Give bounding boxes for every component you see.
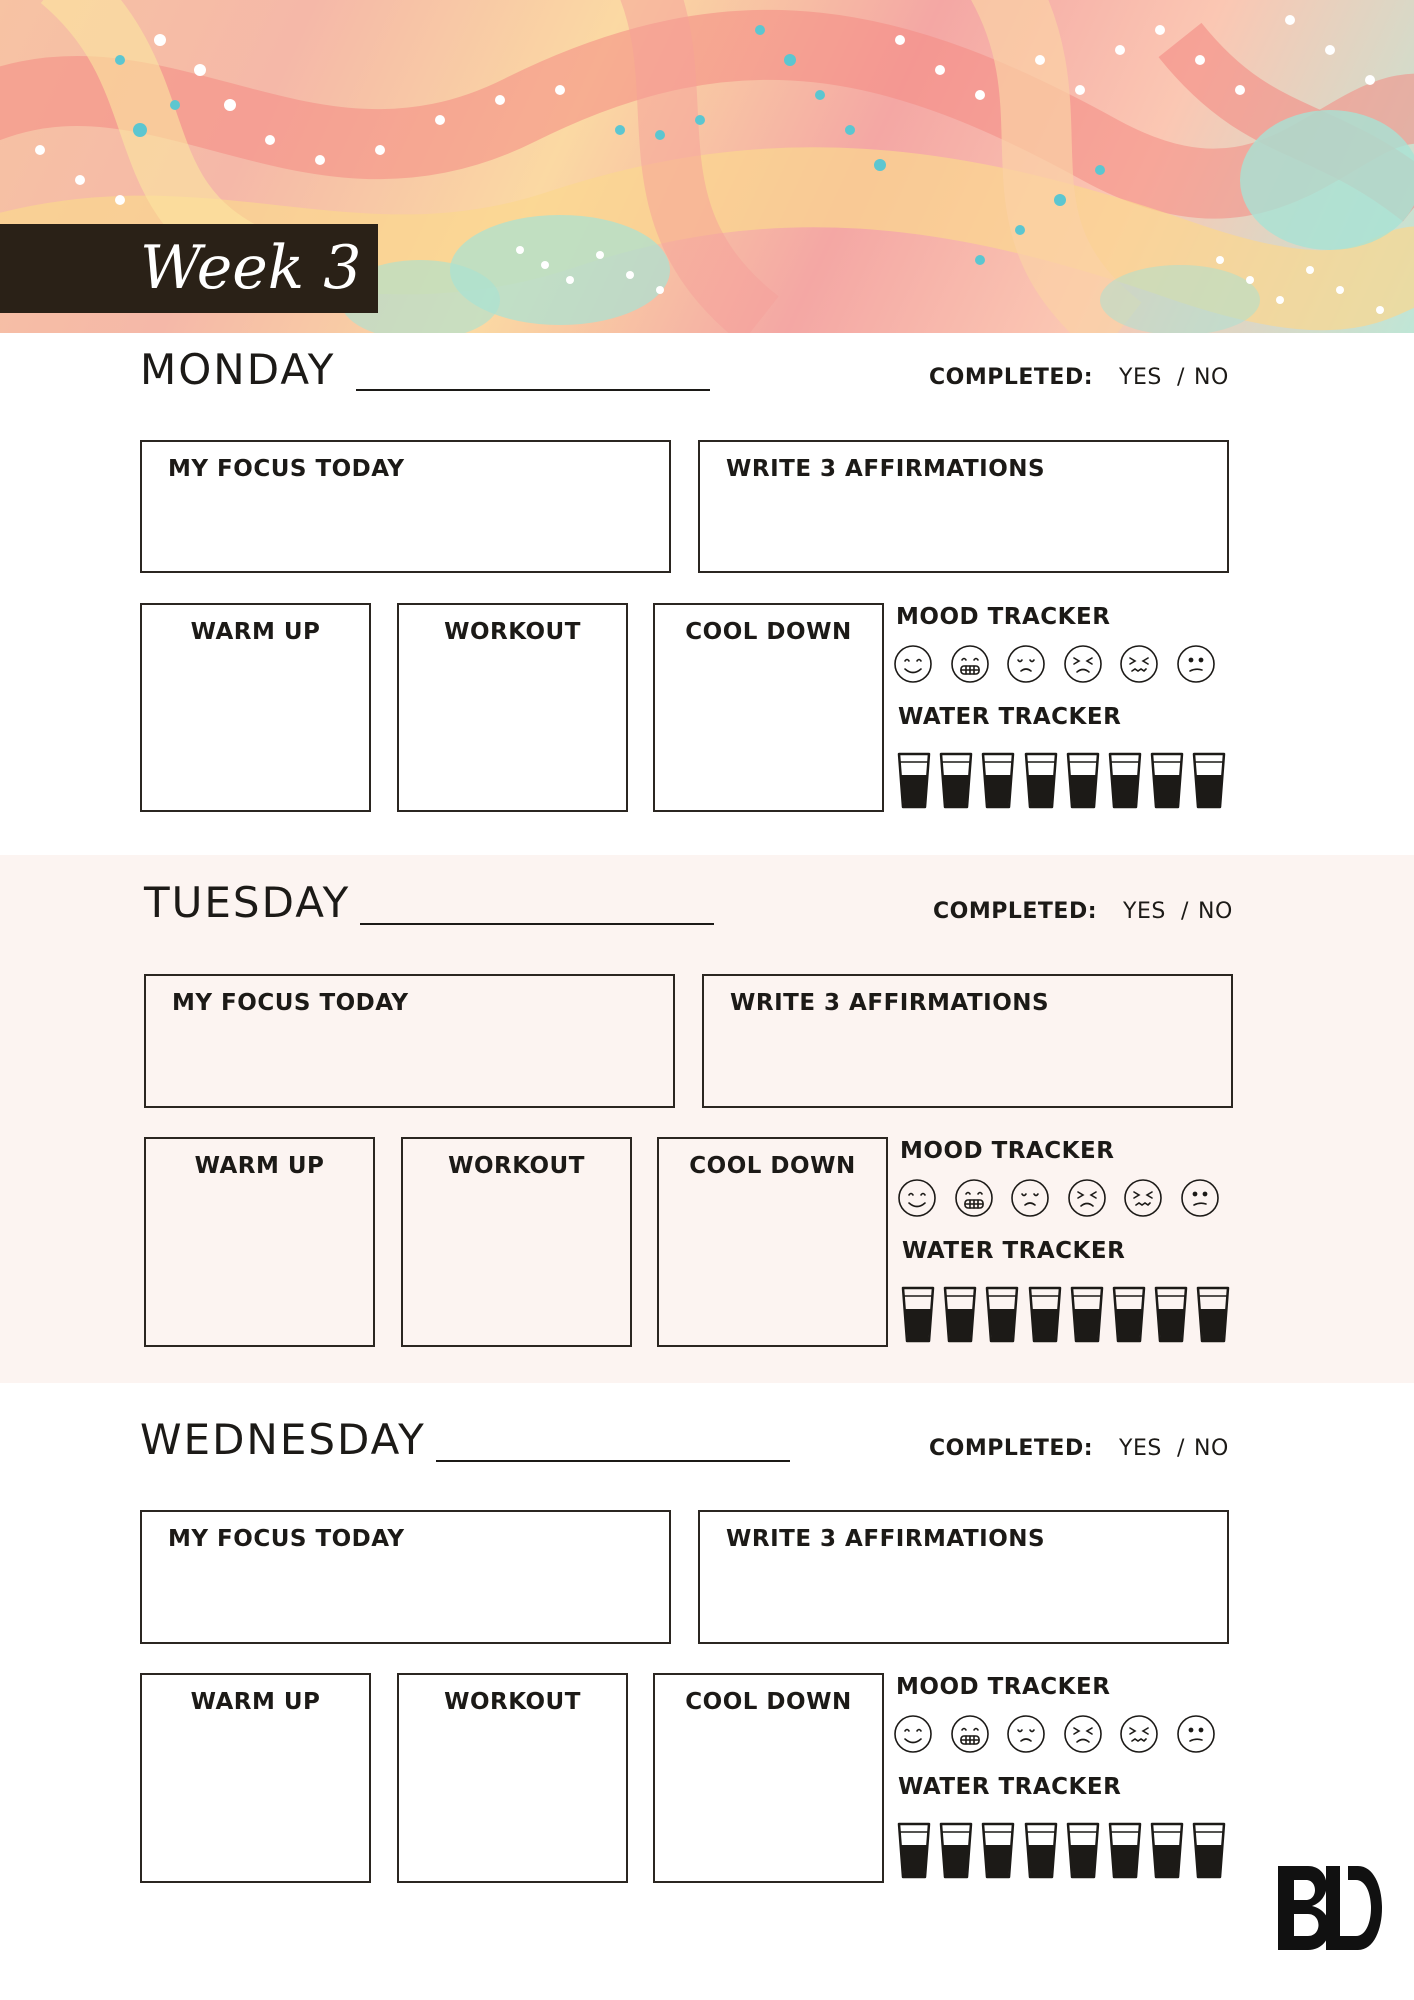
workout-box[interactable] <box>397 1673 628 1883</box>
cool-down-box[interactable] <box>653 603 884 812</box>
water-glass-icon[interactable] <box>943 1285 977 1343</box>
week-title: Week 3 <box>140 233 362 303</box>
water-glass-icon[interactable] <box>1070 1285 1104 1343</box>
frustrated-face-icon[interactable] <box>1063 644 1103 684</box>
water-glass-icon[interactable] <box>1066 751 1100 809</box>
grinning-face-icon[interactable] <box>950 1714 990 1754</box>
mood-tracker-label: MOOD TRACKER <box>900 1138 1115 1164</box>
water-glass-icon[interactable] <box>981 1821 1015 1879</box>
water-glass-icon[interactable] <box>1066 1821 1100 1879</box>
completed-label: COMPLETED: <box>929 1436 1094 1461</box>
frustrated-face-icon[interactable] <box>1067 1178 1107 1218</box>
warm-up-box[interactable] <box>144 1137 375 1347</box>
water-glass-icon[interactable] <box>1192 1821 1226 1879</box>
workout-label: WORKOUT <box>444 619 581 645</box>
cool-down-label: COOL DOWN <box>689 1153 856 1179</box>
smiling-face-icon[interactable] <box>893 644 933 684</box>
worried-face-icon[interactable] <box>1119 1714 1159 1754</box>
smiling-face-icon[interactable] <box>893 1714 933 1754</box>
neutral-face-icon[interactable] <box>1176 644 1216 684</box>
completed-separator: / <box>1181 899 1189 924</box>
cool-down-label: COOL DOWN <box>685 619 852 645</box>
worried-face-icon[interactable] <box>1119 644 1159 684</box>
water-glass-icon[interactable] <box>1150 751 1184 809</box>
focus-today-box[interactable] <box>144 974 675 1108</box>
water-tracker-label: WATER TRACKER <box>898 1774 1122 1800</box>
frustrated-face-icon[interactable] <box>1063 1714 1103 1754</box>
workout-label: WORKOUT <box>448 1153 585 1179</box>
neutral-face-icon[interactable] <box>1176 1714 1216 1754</box>
completed-yes-option[interactable]: YES <box>1119 365 1162 390</box>
grinning-face-icon[interactable] <box>954 1178 994 1218</box>
day-title: MONDAY <box>140 345 336 394</box>
completed-label: COMPLETED: <box>929 365 1094 390</box>
water-glass-icon[interactable] <box>1112 1285 1146 1343</box>
warm-up-label: WARM UP <box>190 1689 321 1715</box>
warm-up-label: WARM UP <box>194 1153 325 1179</box>
brand-logo-icon <box>1268 1858 1388 1958</box>
water-glass-icon[interactable] <box>897 751 931 809</box>
affirmations-label: WRITE 3 AFFIRMATIONS <box>726 1526 1046 1552</box>
workout-label: WORKOUT <box>444 1689 581 1715</box>
mood-tracker-label: MOOD TRACKER <box>896 1674 1111 1700</box>
water-glass-icon[interactable] <box>939 751 973 809</box>
workout-box[interactable] <box>397 603 628 812</box>
affirmations-label: WRITE 3 AFFIRMATIONS <box>726 456 1046 482</box>
date-line[interactable] <box>356 389 710 391</box>
completed-no-option[interactable]: NO <box>1194 365 1229 390</box>
water-glass-icon[interactable] <box>1108 751 1142 809</box>
water-tracker-label: WATER TRACKER <box>902 1238 1126 1264</box>
focus-today-label: MY FOCUS TODAY <box>168 456 405 482</box>
affirmations-label: WRITE 3 AFFIRMATIONS <box>730 990 1050 1016</box>
affirmations-box[interactable] <box>698 1510 1229 1644</box>
day-section-monday <box>0 333 1414 855</box>
sad-face-icon[interactable] <box>1006 1714 1046 1754</box>
focus-today-label: MY FOCUS TODAY <box>168 1526 405 1552</box>
completed-yes-option[interactable]: YES <box>1119 1436 1162 1461</box>
day-title: TUESDAY <box>144 878 351 927</box>
warm-up-label: WARM UP <box>190 619 321 645</box>
day-section-tuesday <box>0 855 1414 1383</box>
water-glass-icon[interactable] <box>1108 1821 1142 1879</box>
sad-face-icon[interactable] <box>1010 1178 1050 1218</box>
focus-today-box[interactable] <box>140 1510 671 1644</box>
completed-separator: / <box>1177 1436 1185 1461</box>
water-glass-icon[interactable] <box>897 1821 931 1879</box>
day-section-wednesday <box>0 1383 1414 1883</box>
cool-down-box[interactable] <box>653 1673 884 1883</box>
warm-up-box[interactable] <box>140 603 371 812</box>
water-glass-icon[interactable] <box>1154 1285 1188 1343</box>
affirmations-box[interactable] <box>702 974 1233 1108</box>
water-glass-icon[interactable] <box>1024 1821 1058 1879</box>
water-glass-icon[interactable] <box>1024 751 1058 809</box>
completed-separator: / <box>1177 365 1185 390</box>
smiling-face-icon[interactable] <box>897 1178 937 1218</box>
affirmations-box[interactable] <box>698 440 1229 573</box>
completed-label: COMPLETED: <box>933 899 1098 924</box>
worried-face-icon[interactable] <box>1123 1178 1163 1218</box>
warm-up-box[interactable] <box>140 1673 371 1883</box>
day-title: WEDNESDAY <box>140 1415 426 1464</box>
water-glass-icon[interactable] <box>901 1285 935 1343</box>
water-tracker-label: WATER TRACKER <box>898 704 1122 730</box>
cool-down-label: COOL DOWN <box>685 1689 852 1715</box>
water-glass-icon[interactable] <box>1196 1285 1230 1343</box>
cool-down-box[interactable] <box>657 1137 888 1347</box>
sad-face-icon[interactable] <box>1006 644 1046 684</box>
mood-tracker-label: MOOD TRACKER <box>896 604 1111 630</box>
completed-no-option[interactable]: NO <box>1198 899 1233 924</box>
grinning-face-icon[interactable] <box>950 644 990 684</box>
water-glass-icon[interactable] <box>981 751 1015 809</box>
focus-today-box[interactable] <box>140 440 671 573</box>
water-glass-icon[interactable] <box>1192 751 1226 809</box>
completed-yes-option[interactable]: YES <box>1123 899 1166 924</box>
focus-today-label: MY FOCUS TODAY <box>172 990 409 1016</box>
header-banner <box>0 0 1414 333</box>
water-glass-icon[interactable] <box>1150 1821 1184 1879</box>
date-line[interactable] <box>360 923 714 925</box>
water-glass-icon[interactable] <box>1028 1285 1062 1343</box>
workout-box[interactable] <box>401 1137 632 1347</box>
water-glass-icon[interactable] <box>939 1821 973 1879</box>
neutral-face-icon[interactable] <box>1180 1178 1220 1218</box>
date-line[interactable] <box>436 1460 790 1462</box>
water-glass-icon[interactable] <box>985 1285 1019 1343</box>
completed-no-option[interactable]: NO <box>1194 1436 1229 1461</box>
